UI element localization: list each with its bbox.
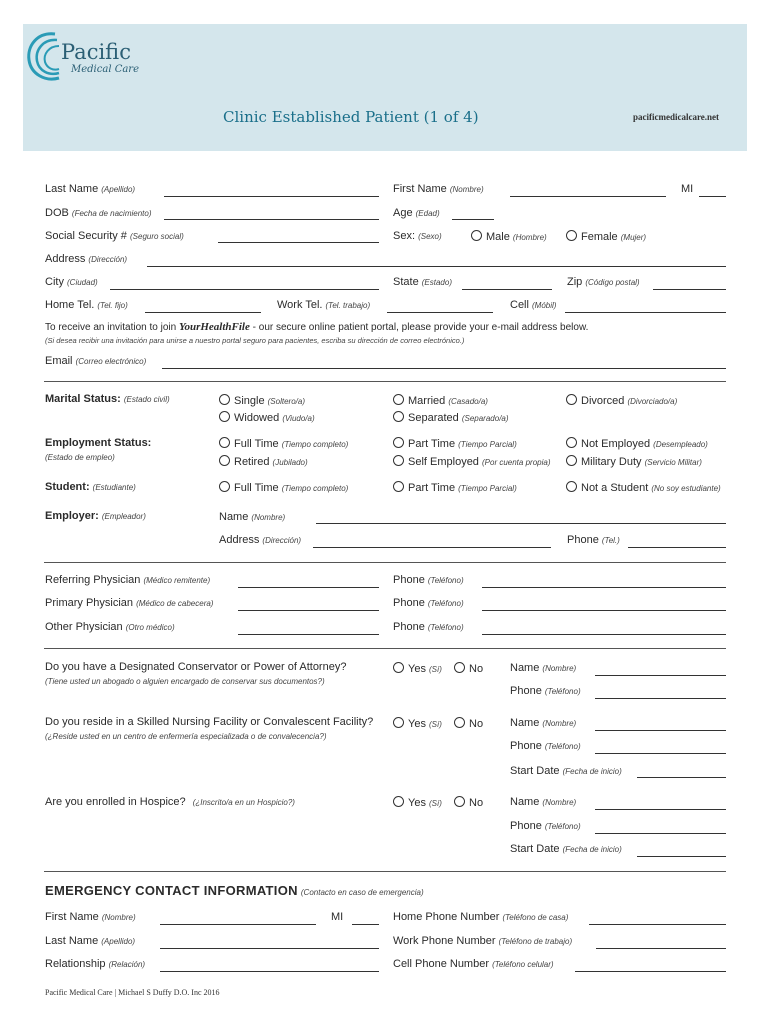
- divider: [44, 562, 726, 563]
- q2-no-radio[interactable]: No: [454, 717, 483, 730]
- divorced-radio[interactable]: Divorced (Divorciado/a): [566, 394, 677, 407]
- primary-phone-label: Phone (Teléfono): [393, 597, 464, 609]
- divider: [44, 381, 726, 382]
- radio-circle-icon: [393, 394, 404, 405]
- email-label: Email (Correo electrónico): [45, 355, 147, 367]
- portal-text: To receive an invitation to join YourHealthFile - our secure online patient portal, please provide your e-mail address below.: [45, 321, 589, 333]
- footer-text: Pacific Medical Care | Michael S Duffy D.O. Inc 2016: [45, 988, 220, 997]
- radio-circle-icon: [393, 662, 404, 673]
- radio-circle-icon: [566, 455, 577, 466]
- female-radio[interactable]: Female (Mujer): [566, 230, 646, 243]
- q3-phone-label: Phone (Teléfono): [510, 820, 581, 832]
- zip-field[interactable]: [653, 289, 726, 290]
- mi-field[interactable]: [699, 196, 726, 197]
- radio-circle-icon: [393, 437, 404, 448]
- q2-yes-radio[interactable]: Yes (Sí): [393, 717, 442, 730]
- age-label: Age (Edad): [393, 207, 440, 219]
- student-full-radio[interactable]: Full Time (Tiempo completo): [219, 481, 348, 494]
- other-label: Other Physician (Otro médico): [45, 621, 175, 633]
- employer-address-label: Address (Dirección): [219, 534, 302, 546]
- employer-name-label: Name (Nombre): [219, 511, 286, 523]
- radio-circle-icon: [219, 437, 230, 448]
- radio-circle-icon: [393, 796, 404, 807]
- city-field[interactable]: [110, 289, 379, 290]
- referring-field[interactable]: [238, 587, 379, 588]
- age-field[interactable]: [452, 219, 494, 220]
- student-not-radio[interactable]: Not a Student (No soy estudiante): [566, 481, 721, 494]
- q1-text: Do you have a Designated Conservator or Power of Attorney?: [45, 661, 347, 673]
- ec-relationship-label: Relationship (Relación): [45, 958, 146, 970]
- portal-text-es: (Si desea recibir una invitación para unirse a nuestro portal seguro para pacientes, escriba su dirección de correo electrónico.): [45, 336, 465, 345]
- radio-circle-icon: [219, 455, 230, 466]
- zip-label: Zip (Código postal): [567, 276, 640, 288]
- emp-military-radio[interactable]: Military Duty (Servicio Militar): [566, 455, 702, 468]
- employment-label-es: (Estado de empleo): [45, 453, 115, 462]
- radio-circle-icon: [393, 481, 404, 492]
- first-name-field[interactable]: [510, 196, 666, 197]
- q2-start-field[interactable]: [637, 777, 726, 778]
- radio-circle-icon: [219, 481, 230, 492]
- divider: [44, 648, 726, 649]
- q2-text-es: (¿Reside usted en un centro de enfermería especializada o de convalecencia?): [45, 732, 327, 741]
- q1-name-label: Name (Nombre): [510, 662, 577, 674]
- primary-phone-field[interactable]: [482, 610, 726, 611]
- mi-label: MI: [681, 183, 694, 195]
- q3-phone-field[interactable]: [595, 833, 726, 834]
- q2-name-label: Name (Nombre): [510, 717, 577, 729]
- emp-part-radio[interactable]: Part Time (Tiempo Parcial): [393, 437, 517, 450]
- divider: [44, 871, 726, 872]
- employer-phone-field[interactable]: [628, 547, 726, 548]
- other-field[interactable]: [238, 634, 379, 635]
- radio-circle-icon: [566, 481, 577, 492]
- male-radio[interactable]: Male (Hombre): [471, 230, 547, 243]
- employer-name-field[interactable]: [316, 523, 726, 524]
- cell-label: Cell (Móbil): [510, 299, 557, 311]
- emp-not-radio[interactable]: Not Employed (Desempleado): [566, 437, 708, 450]
- radio-circle-icon: [219, 411, 230, 422]
- radio-circle-icon: [219, 394, 230, 405]
- student-part-radio[interactable]: Part Time (Tiempo Parcial): [393, 481, 517, 494]
- q3-text: Are you enrolled in Hospice? (¿Inscrito/a en un Hospicio?): [45, 796, 295, 808]
- address-field[interactable]: [147, 266, 726, 267]
- q2-phone-label: Phone (Teléfono): [510, 740, 581, 752]
- ssn-field[interactable]: [218, 242, 379, 243]
- work-tel-label: Work Tel. (Tel. trabajo): [277, 299, 371, 311]
- q1-no-radio[interactable]: No: [454, 662, 483, 675]
- q1-name-field[interactable]: [595, 675, 726, 676]
- radio-circle-icon: [393, 455, 404, 466]
- radio-circle-icon: [454, 796, 465, 807]
- referring-phone-field[interactable]: [482, 587, 726, 588]
- work-tel-field[interactable]: [387, 312, 493, 313]
- logo-name: Pacific: [61, 40, 131, 64]
- email-field[interactable]: [162, 368, 726, 369]
- ec-first-label: First Name (Nombre): [45, 911, 136, 923]
- q2-text: Do you reside in a Skilled Nursing Facility or Convalescent Facility?: [45, 716, 374, 728]
- primary-label: Primary Physician (Médico de cabecera): [45, 597, 214, 609]
- ec-work-field[interactable]: [596, 948, 726, 949]
- employer-phone-label: Phone (Tel.): [567, 534, 620, 546]
- q1-text-es: (Tiene usted un abogado o alguien encargado de conservar sus documentos?): [45, 677, 325, 686]
- state-field[interactable]: [462, 289, 552, 290]
- ec-relationship-field[interactable]: [160, 971, 379, 972]
- q1-phone-field[interactable]: [595, 698, 726, 699]
- radio-circle-icon: [393, 411, 404, 422]
- q2-start-label: Start Date (Fecha de inicio): [510, 765, 622, 777]
- q3-start-label: Start Date (Fecha de inicio): [510, 843, 622, 855]
- ec-work-label: Work Phone Number (Teléfono de trabajo): [393, 935, 573, 947]
- ec-mi-label: MI: [331, 911, 344, 923]
- q3-name-label: Name (Nombre): [510, 796, 577, 808]
- last-name-label: Last Name (Apellido): [45, 183, 136, 195]
- marital-label: Marital Status: (Estado civil): [45, 393, 170, 405]
- radio-circle-icon: [566, 230, 577, 241]
- q3-no-radio[interactable]: No: [454, 796, 483, 809]
- q2-phone-field[interactable]: [595, 753, 726, 754]
- radio-circle-icon: [454, 717, 465, 728]
- q2-name-field[interactable]: [595, 730, 726, 731]
- radio-circle-icon: [566, 437, 577, 448]
- ec-mi-field[interactable]: [352, 924, 379, 925]
- radio-circle-icon: [471, 230, 482, 241]
- state-label: State (Estado): [393, 276, 452, 288]
- ec-last-label: Last Name (Apellido): [45, 935, 136, 947]
- radio-circle-icon: [566, 394, 577, 405]
- primary-field[interactable]: [238, 610, 379, 611]
- website-link[interactable]: pacificmedicalcare.net: [633, 112, 720, 122]
- employer-address-field[interactable]: [313, 547, 551, 548]
- single-radio[interactable]: Single (Soltero/a): [219, 394, 305, 407]
- city-label: City (Ciudad): [45, 276, 98, 288]
- ssn-label: Social Security # (Seguro social): [45, 230, 184, 242]
- q1-phone-label: Phone (Teléfono): [510, 685, 581, 697]
- ec-cell-field[interactable]: [575, 971, 726, 972]
- dob-field[interactable]: [164, 219, 379, 220]
- emp-self-radio[interactable]: Self Employed (Por cuenta propia): [393, 455, 550, 468]
- ec-home-label: Home Phone Number (Teléfono de casa): [393, 911, 569, 923]
- logo-subtitle: Medical Care: [71, 64, 140, 75]
- emergency-heading: EMERGENCY CONTACT INFORMATION (Contacto en caso de emergencia): [45, 883, 424, 898]
- page-title: Clinic Established Patient (1 of 4): [223, 108, 479, 126]
- married-radio[interactable]: Married (Casado/a): [393, 394, 488, 407]
- radio-circle-icon: [393, 717, 404, 728]
- radio-circle-icon: [454, 662, 465, 673]
- other-phone-field[interactable]: [482, 634, 726, 635]
- q3-yes-radio[interactable]: Yes (Sí): [393, 796, 442, 809]
- dob-label: DOB (Fecha de nacimiento): [45, 207, 152, 219]
- student-label: Student: (Estudiante): [45, 481, 136, 493]
- cell-field[interactable]: [565, 312, 726, 313]
- referring-label: Referring Physician (Médico remitente): [45, 574, 211, 586]
- sex-label: Sex: (Sexo): [393, 230, 442, 242]
- ec-first-field[interactable]: [160, 924, 316, 925]
- first-name-label: First Name (Nombre): [393, 183, 484, 195]
- employment-label: Employment Status:: [45, 437, 152, 449]
- emp-retired-radio[interactable]: Retired (Jubilado): [219, 455, 308, 468]
- emp-full-radio[interactable]: Full Time (Tiempo completo): [219, 437, 348, 450]
- address-label: Address (Dirección): [45, 253, 128, 265]
- q3-name-field[interactable]: [595, 809, 726, 810]
- q1-yes-radio[interactable]: Yes (Sí): [393, 662, 442, 675]
- ec-home-field[interactable]: [589, 924, 726, 925]
- q3-start-field[interactable]: [637, 856, 726, 857]
- header-banner: [23, 24, 747, 151]
- separated-radio[interactable]: Separated (Separado/a): [393, 411, 509, 424]
- last-name-field[interactable]: [164, 196, 379, 197]
- widowed-radio[interactable]: Widowed (Viudo/a): [219, 411, 315, 424]
- ec-last-field[interactable]: [160, 948, 379, 949]
- employer-label: Employer: (Empleador): [45, 510, 146, 522]
- referring-phone-label: Phone (Teléfono): [393, 574, 464, 586]
- other-phone-label: Phone (Teléfono): [393, 621, 464, 633]
- portal-brand: YourHealthFile: [178, 321, 250, 333]
- ec-cell-label: Cell Phone Number (Teléfono celular): [393, 958, 554, 970]
- home-tel-field[interactable]: [145, 312, 261, 313]
- home-tel-label: Home Tel. (Tel. fijo): [45, 299, 128, 311]
